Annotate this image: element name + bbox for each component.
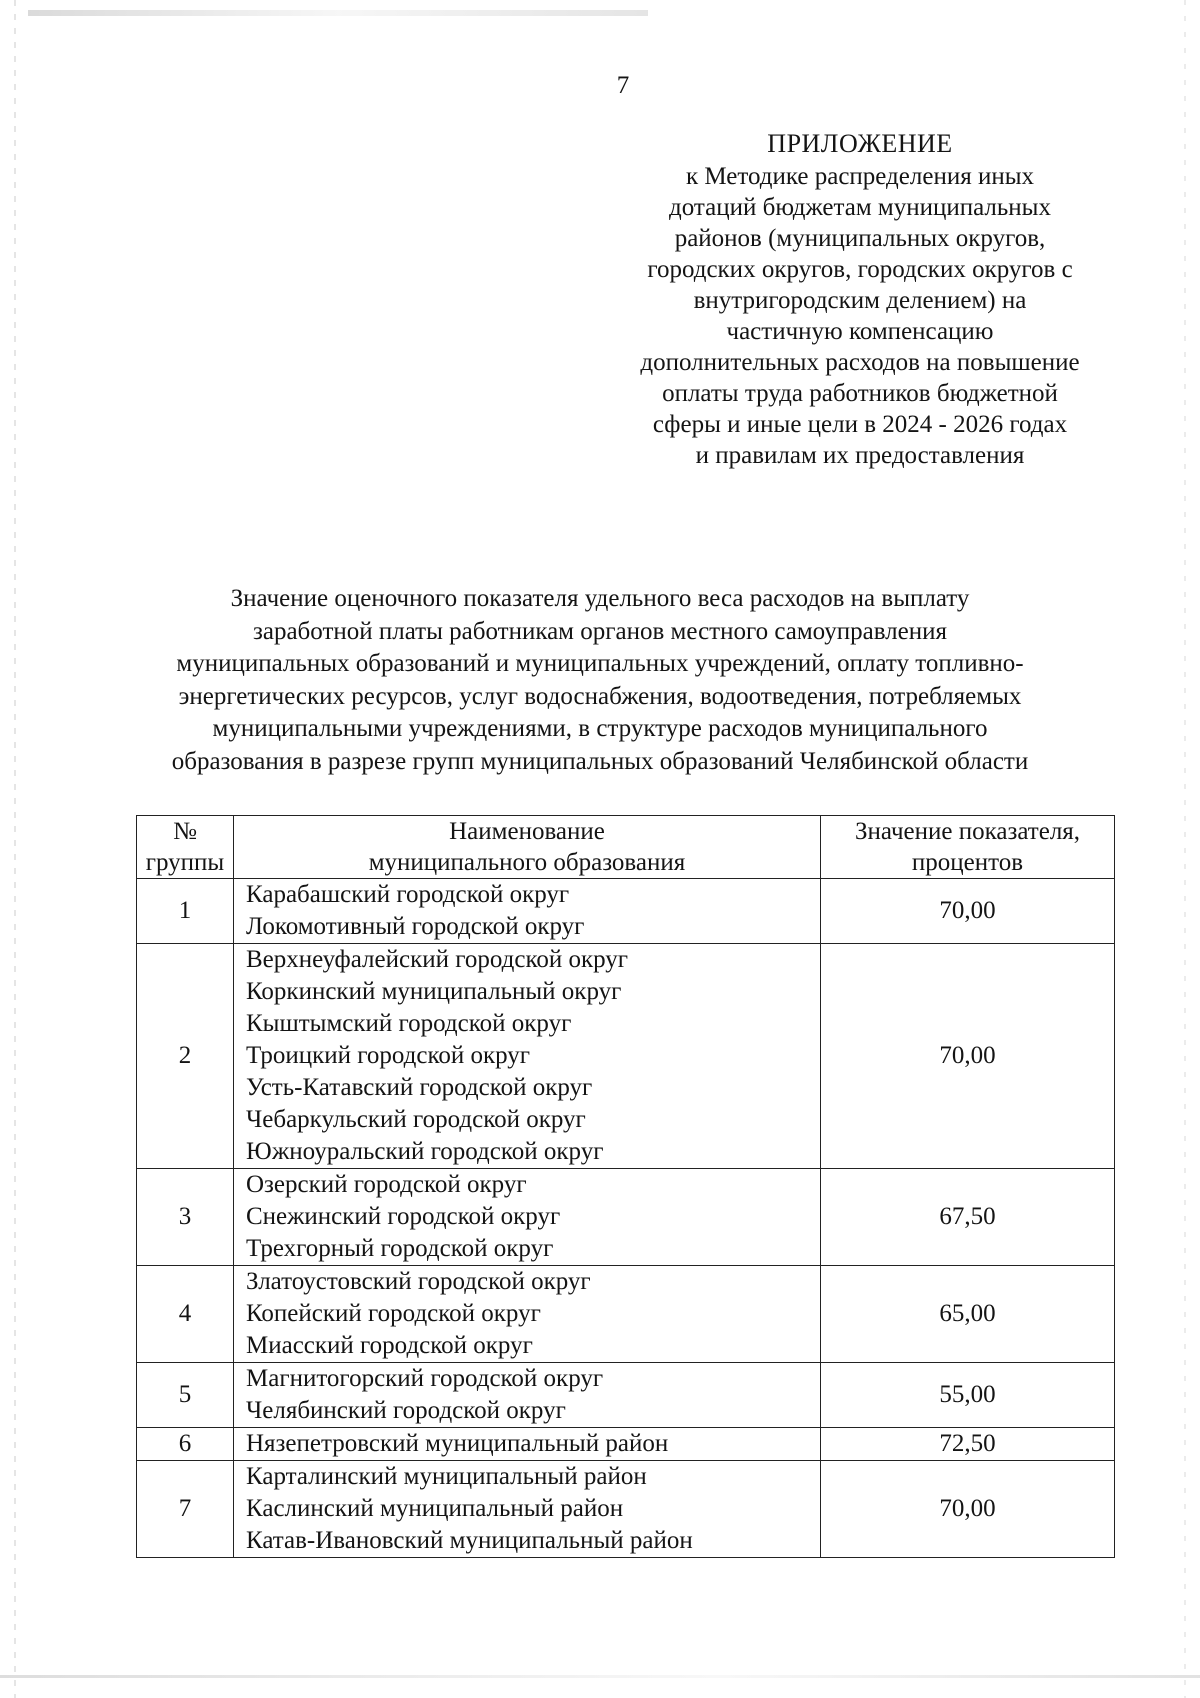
table-body bbox=[137, 879, 1115, 1558]
municipality-name: Миасский городской округ bbox=[246, 1332, 533, 1359]
scan-artifact-bottom bbox=[0, 1675, 1200, 1678]
municipality-name: Чебаркульский городской округ bbox=[246, 1106, 586, 1133]
group-number: 4 bbox=[137, 1266, 234, 1363]
municipality-name: Верхнеуфалейский городской округ bbox=[246, 946, 629, 973]
indicator-value: 72,50 bbox=[821, 1428, 1115, 1461]
appendix-block bbox=[600, 128, 1120, 471]
header-line: муниципального образования bbox=[368, 849, 686, 876]
heading-line: образования в разрезе групп муниципальных образований Челябинской области bbox=[171, 747, 1029, 775]
heading-line: муниципальными учреждениями, в структуре расходов муниципального bbox=[212, 715, 988, 742]
appendix-line: оплаты труда работников бюджетной bbox=[662, 380, 1058, 407]
header-name bbox=[234, 816, 821, 879]
scan-artifact-top bbox=[28, 10, 648, 16]
table-row bbox=[137, 879, 1115, 944]
municipality-name: Троицкий городской округ bbox=[246, 1042, 531, 1069]
municipality-name: Магнитогорский городской округ bbox=[246, 1365, 604, 1392]
group-number: 7 bbox=[137, 1461, 234, 1558]
group-number: 1 bbox=[137, 879, 234, 944]
municipality-name: Коркинский муниципальный округ bbox=[246, 978, 622, 1005]
municipality-name: Карабашский городской округ bbox=[246, 881, 570, 908]
table-header-row bbox=[137, 816, 1115, 879]
municipality-name: Трехгорный городской округ bbox=[246, 1235, 554, 1262]
indicator-value: 65,00 bbox=[821, 1266, 1115, 1363]
indicator-value: 55,00 bbox=[821, 1363, 1115, 1428]
scan-artifact-right bbox=[1184, 0, 1186, 1698]
appendix-line: районов (муниципальных округов, bbox=[674, 225, 1046, 252]
municipality-name: Златоустовский городской округ bbox=[246, 1268, 591, 1295]
municipality-list bbox=[234, 944, 821, 1169]
header-line: № bbox=[173, 818, 197, 845]
group-number: 6 bbox=[137, 1428, 234, 1461]
table-row bbox=[137, 944, 1115, 1169]
appendix-line: и правилам их предоставления bbox=[695, 442, 1025, 469]
page-number: 7 bbox=[616, 72, 630, 99]
municipality-name: Нязепетровский муниципальный район bbox=[246, 1430, 669, 1457]
header-group-no bbox=[137, 816, 234, 879]
group-number: 3 bbox=[137, 1169, 234, 1266]
heading-line: муниципальных образований и муниципальных учреждений, оплату топливно- bbox=[176, 650, 1024, 677]
group-number: 2 bbox=[137, 944, 234, 1169]
municipality-list bbox=[234, 1363, 821, 1428]
municipality-name: Карталинский муниципальный район bbox=[246, 1463, 647, 1490]
municipality-name: Усть-Катавский городской округ bbox=[246, 1074, 593, 1101]
indicator-value: 70,00 bbox=[821, 1461, 1115, 1558]
municipality-name: Локомотивный городской округ bbox=[246, 913, 585, 940]
header-line: Наименование bbox=[449, 818, 605, 845]
appendix-line: к Методике распределения иных bbox=[685, 163, 1035, 190]
appendix-line: дотаций бюджетам муниципальных bbox=[669, 194, 1051, 221]
appendix-title: ПРИЛОЖЕНИЕ bbox=[767, 129, 953, 158]
municipality-name: Озерский городской округ bbox=[246, 1171, 527, 1198]
groups-table bbox=[136, 815, 1115, 1558]
municipality-name: Копейский городской округ bbox=[246, 1300, 541, 1327]
header-line: Значение показателя, bbox=[854, 818, 1081, 845]
table-header bbox=[137, 816, 1115, 879]
municipality-name: Катав-Ивановский муниципальный район bbox=[246, 1527, 693, 1554]
municipality-list bbox=[234, 1266, 821, 1363]
municipality-list bbox=[234, 1461, 821, 1558]
heading-line: заработной платы работникам органов местного самоуправления bbox=[252, 617, 948, 645]
municipality-list bbox=[234, 1169, 821, 1266]
table-row bbox=[137, 1169, 1115, 1266]
appendix-line: городских округов, городских округов с bbox=[647, 256, 1073, 283]
appendix-line: сферы и иные цели в 2024 - 2026 годах bbox=[652, 411, 1068, 438]
municipality-list bbox=[234, 879, 821, 944]
municipality-name: Снежинский городской округ bbox=[246, 1203, 561, 1230]
heading-line: Значение оценочного показателя удельного веса расходов на выплату bbox=[230, 585, 970, 612]
table-heading bbox=[80, 583, 1120, 778]
municipality-name: Южноуральский городской округ bbox=[246, 1138, 604, 1165]
heading-line: энергетических ресурсов, услуг водоснабжения, водоотведения, потребляемых bbox=[178, 682, 1022, 710]
table-row bbox=[137, 1428, 1115, 1461]
indicator-value: 70,00 bbox=[821, 879, 1115, 944]
scan-artifact-left bbox=[14, 0, 16, 1698]
appendix-line: частичную компенсацию bbox=[726, 318, 994, 345]
appendix-line: внутригородским делением) на bbox=[693, 287, 1027, 314]
header-line: группы bbox=[145, 849, 225, 876]
header-value bbox=[821, 816, 1115, 879]
indicator-value: 67,50 bbox=[821, 1169, 1115, 1266]
group-number: 5 bbox=[137, 1363, 234, 1428]
indicator-value: 70,00 bbox=[821, 944, 1115, 1169]
municipality-name: Челябинский городской округ bbox=[246, 1397, 566, 1424]
table-row bbox=[137, 1266, 1115, 1363]
table-row bbox=[137, 1461, 1115, 1558]
header-line: процентов bbox=[911, 849, 1024, 876]
table-row bbox=[137, 1363, 1115, 1428]
municipality-list bbox=[234, 1428, 821, 1461]
municipality-name: Каслинский муниципальный район bbox=[246, 1495, 624, 1522]
appendix-line: дополнительных расходов на повышение bbox=[640, 349, 1080, 376]
municipality-name: Кыштымский городской округ bbox=[246, 1010, 572, 1037]
